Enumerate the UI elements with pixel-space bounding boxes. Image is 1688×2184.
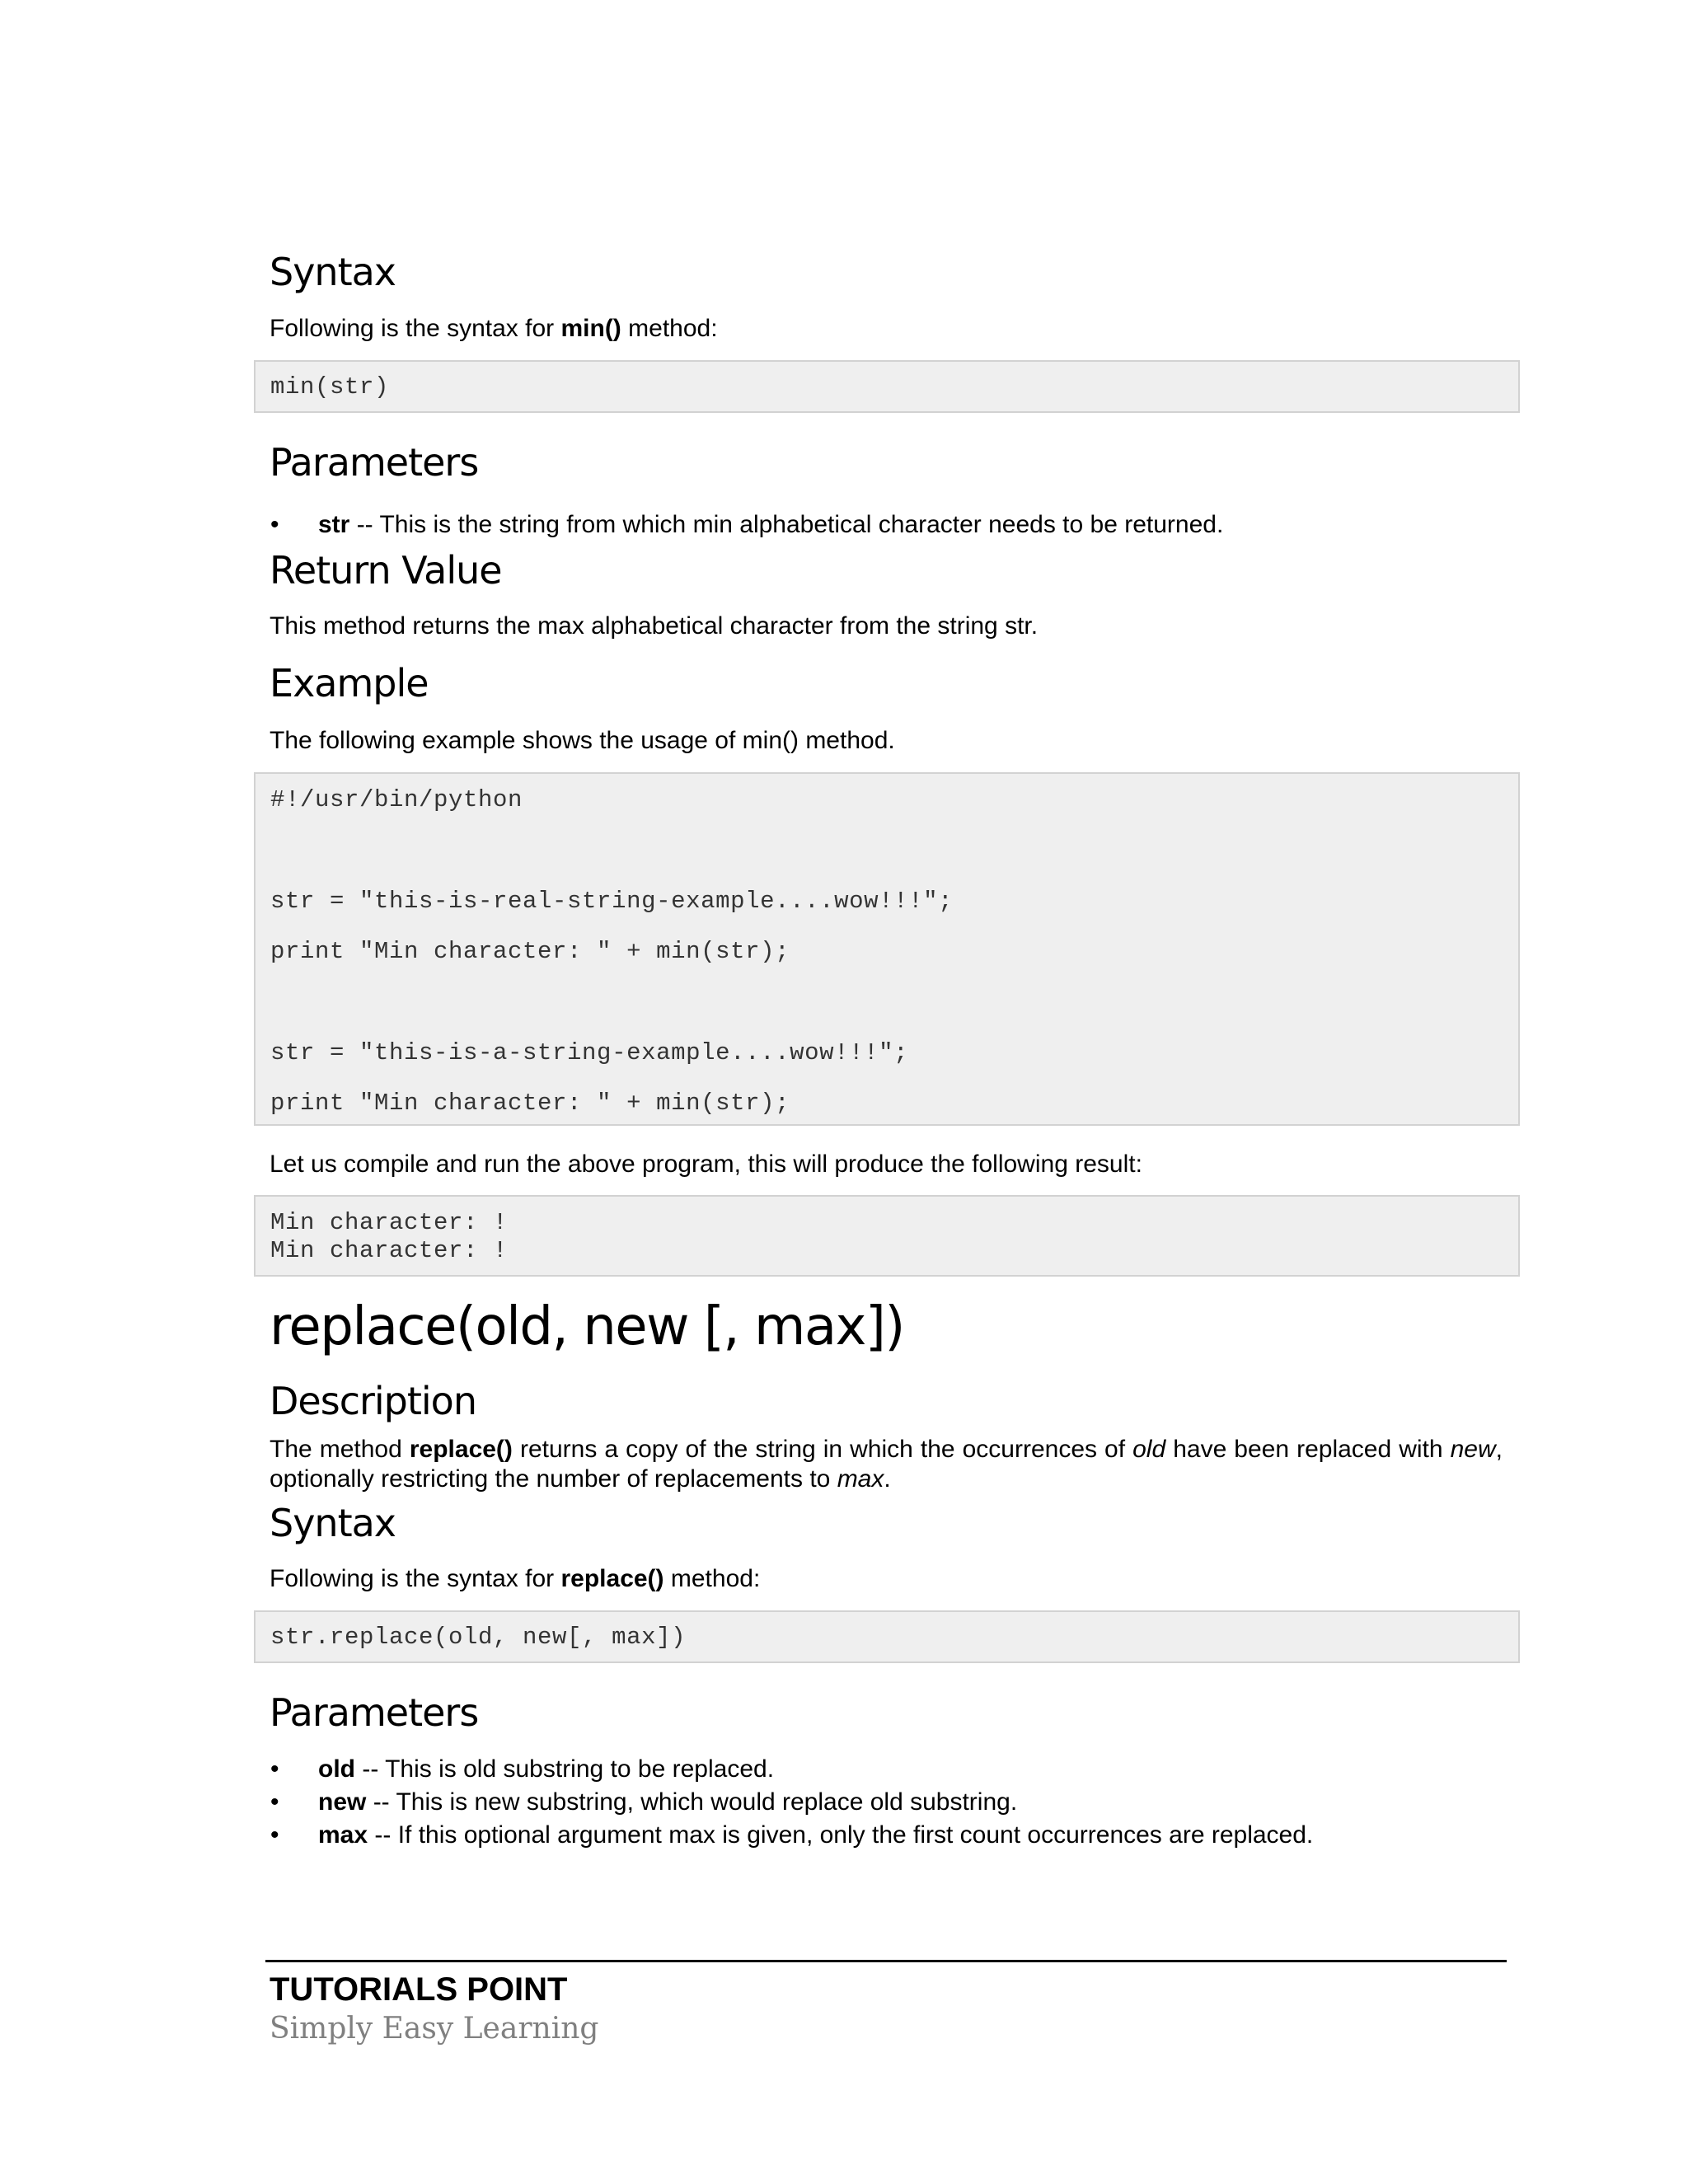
- example-intro: The following example shows the usage of min() method.: [270, 727, 895, 754]
- param-description: -- This is the string from which min alphabetical character needs to be returned.: [349, 511, 1224, 538]
- term-new: new: [1450, 1436, 1496, 1463]
- syntax-heading: Syntax: [270, 250, 396, 294]
- code-line: print "Min character: " + min(str);: [270, 938, 790, 965]
- code-line: min(str): [270, 373, 390, 401]
- method-name: replace(): [409, 1436, 513, 1463]
- syntax-code-block: [254, 360, 1520, 413]
- code-line: str.replace(old, new[, max]): [270, 1624, 687, 1651]
- param-name: max: [318, 1821, 368, 1849]
- result-intro: Let us compile and run the above program, this will produce the following result:: [270, 1151, 1142, 1178]
- footer-tagline: Simply Easy Learning: [270, 2012, 599, 2046]
- param-name: old: [318, 1755, 355, 1783]
- syntax-intro: [270, 314, 718, 344]
- param-name: new: [318, 1788, 367, 1816]
- bullet-icon: •: [270, 1821, 279, 1849]
- code-line: str = "this-is-a-string-example....wow!!!";: [270, 1039, 909, 1066]
- syntax-heading: Syntax: [270, 1501, 396, 1545]
- description-heading: Description: [270, 1379, 476, 1423]
- method-title: replace(old, new [, max]): [270, 1296, 904, 1357]
- method-name: min(): [560, 315, 621, 342]
- parameters-heading: Parameters: [270, 440, 479, 485]
- bullet-icon: •: [270, 1755, 279, 1783]
- syntax-intro-suffix: method:: [621, 315, 718, 342]
- footer-divider: [265, 1960, 1507, 1962]
- syntax-intro-text: Following is the syntax for: [270, 315, 561, 342]
- example-heading: Example: [270, 661, 429, 705]
- param-description: -- This is new substring, which would replace old substring.: [366, 1788, 1018, 1816]
- param-description: -- If this optional argument max is given, only the first count occurrences are replaced.: [368, 1821, 1314, 1849]
- bullet-icon: •: [270, 511, 279, 538]
- description-text: The method replace() returns a copy of the string in which the occurrences of old have been replaced with new, optionally restricting the number of replacements to max.: [270, 1436, 1503, 1493]
- footer-brand: TUTORIALS POINT: [270, 1971, 568, 2008]
- syntax-intro-suffix: method:: [663, 1565, 761, 1592]
- output-line: Min character: !: [270, 1237, 509, 1264]
- syntax-intro-text: Following is the syntax for: [270, 1565, 561, 1592]
- code-line: print "Min character: " + min(str);: [270, 1090, 790, 1117]
- term-max: max: [837, 1465, 884, 1493]
- return-value-text: This method returns the max alphabetical character from the string str.: [270, 612, 1039, 640]
- param-name: str: [318, 511, 350, 538]
- output-code-block: [254, 1195, 1520, 1277]
- code-line: str = "this-is-real-string-example....wow!!!";: [270, 888, 954, 915]
- param-description: -- This is old substring to be replaced.: [355, 1755, 775, 1783]
- bullet-icon: •: [270, 1788, 279, 1816]
- code-line: #!/usr/bin/python: [270, 786, 523, 813]
- syntax-code-block: [254, 1610, 1520, 1663]
- example-code-block: [254, 772, 1520, 1126]
- term-old: old: [1132, 1436, 1166, 1463]
- output-line: Min character: !: [270, 1209, 509, 1236]
- return-value-heading: Return Value: [270, 548, 502, 593]
- parameters-heading: Parameters: [270, 1690, 479, 1735]
- syntax-intro: [270, 1564, 760, 1594]
- method-name: replace(): [560, 1565, 664, 1592]
